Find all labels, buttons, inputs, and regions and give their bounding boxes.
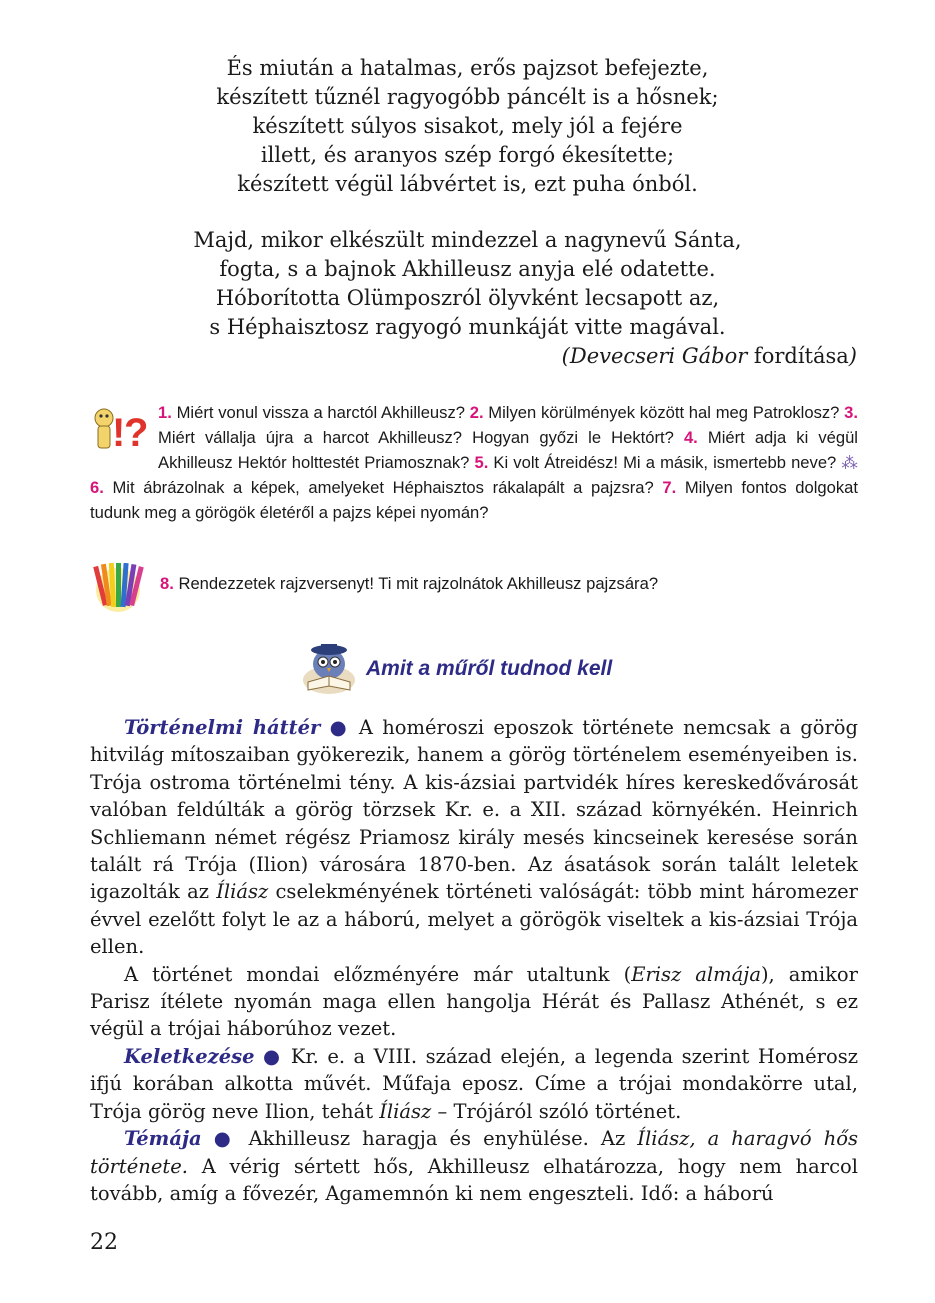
body-text bbox=[90, 714, 858, 1207]
bullet: ● bbox=[213, 1127, 237, 1151]
paragraph-origin bbox=[90, 1043, 858, 1125]
question-text: Miért vállalja újra a harcot Akhilleusz? Hogyan győzi le Hektórt? bbox=[158, 428, 684, 447]
question-text: Mit ábrázolnak a képek, amelyeket Héphaisztos rákalapált a pajzsra? bbox=[103, 478, 663, 497]
question-number: 1. bbox=[158, 403, 172, 422]
question-number: 6. bbox=[90, 478, 104, 497]
italic-title: Íliász bbox=[216, 880, 269, 904]
translator-name: Devecseri Gábor bbox=[569, 344, 748, 368]
question-number: 4. bbox=[683, 428, 698, 447]
paragraph-text: ), amikor Parisz ítélete nyomán maga ellen hangolja Hérát és Pallasz Athénét, s ez végül a trójai háborúhoz vezet. bbox=[90, 962, 858, 1041]
question-number: 2. bbox=[469, 403, 484, 422]
owl-reading-book-icon bbox=[298, 640, 360, 700]
question-text: Miért adja ki végül Akhilleusz Hektór holttestét Priamosznak? bbox=[158, 428, 858, 472]
italic-title: Íliász, a haragvó hős története. bbox=[90, 1127, 859, 1178]
poem-line: Hóborította Olümposzról ölyvként lecsapott az, bbox=[215, 286, 720, 310]
poem-line: És miután a hatalmas, erős pajzsot befejezte, bbox=[226, 56, 709, 80]
question-exclamation-icon bbox=[90, 400, 158, 468]
question-number: 3. bbox=[844, 403, 858, 422]
paragraph-text: A homéroszi eposzok története nemcsak a görög hitvilág mítoszaiban gyökerezik, hanem a görög történelem eseményeiben is. Trója ostroma történelmi tény. A kis-ázsiai partvidék híres kereskedővárosát valóban feldúlták a görög törzsek Kr. e. a XII. század környékén. Heinrich Schliemann német régész Priamosz király mesés kincseinek keresése során talált rá Trója (Ilion) városára 1870-ben. Az ásatások során talált leletek igazolták az bbox=[90, 716, 859, 904]
translation-attribution bbox=[562, 344, 857, 368]
paragraph-historical-background bbox=[90, 714, 858, 961]
paragraph-theme bbox=[90, 1125, 858, 1207]
task-8-text bbox=[160, 574, 658, 594]
poem-stanza-2 bbox=[0, 226, 935, 342]
paragraph-text: Akhilleusz haragja és enyhülése. Az bbox=[236, 1127, 638, 1151]
italic-title: Íliász bbox=[379, 1099, 432, 1123]
attr-suffix: fordítása bbox=[747, 344, 849, 368]
task-8 bbox=[90, 560, 858, 612]
poem-stanza-1 bbox=[0, 54, 935, 199]
paragraph-text: A vérig sértett hős, Akhilleusz elhatározza, hogy nem harcol tovább, amíg a fővezér, Agamemnón ki nem engeszteli. Idő: a háború bbox=[90, 1154, 858, 1205]
term-label: Keletkezése bbox=[124, 1044, 255, 1068]
svg-text:?: ? bbox=[124, 411, 149, 455]
question-number: 5. bbox=[474, 453, 489, 472]
paragraph-text: A történet mondai előzményére már utaltunk ( bbox=[124, 962, 632, 986]
paragraph-text: – Trójáról szóló történet. bbox=[431, 1099, 682, 1123]
question-number: 8. bbox=[160, 574, 174, 593]
question-number: 7. bbox=[662, 478, 677, 497]
question-text: Miért vonul vissza a harctól Akhilleusz? bbox=[171, 403, 470, 422]
poem-line: illett, és aranyos szép forgó ékesítette; bbox=[260, 143, 675, 167]
page-number: 22 bbox=[90, 1230, 118, 1255]
attr-open: ( bbox=[561, 344, 570, 368]
questions-block bbox=[90, 400, 858, 525]
poem-line: fogta, s a bajnok Akhilleusz anyja elé odatette. bbox=[219, 257, 716, 281]
sparkle-star-icon: ⁂ bbox=[841, 453, 858, 472]
question-text: Milyen fontos dolgokat tudunk meg a görögök életéről a pajzs képei nyomán? bbox=[90, 478, 858, 522]
italic-title: Erisz almája bbox=[631, 962, 761, 986]
question-text: Rendezzetek rajzversenyt! Ti mit rajzolnátok Akhilleusz pajzsára? bbox=[173, 574, 659, 593]
bullet: ● bbox=[263, 1044, 283, 1068]
question-text: Milyen körülmények között hal meg Patroklosz? bbox=[483, 403, 845, 422]
poem-line: készített végül lábvértet is, ezt puha ónból. bbox=[237, 172, 698, 196]
term-label: Történelmi háttér bbox=[124, 716, 321, 739]
paragraph-text: cselekményének történeti valóságát: több mint háromezer évvel ezelőtt folyt le az a háború, melyet a görögök viseltek a kis-ázsiai Trója ellen. bbox=[90, 880, 858, 959]
poem-line: készített súlyos sisakot, mely jól a fejére bbox=[252, 114, 683, 138]
term-label: Témája bbox=[124, 1127, 202, 1151]
paragraph-mythical-antecedent bbox=[90, 961, 858, 1043]
attr-close: ) bbox=[848, 344, 857, 368]
bullet: ● bbox=[329, 716, 350, 739]
svg-text:!: ! bbox=[112, 411, 126, 455]
colored-pencils-icon bbox=[90, 560, 150, 612]
poem-line: készített tűznél ragyogóbb páncélt is a hősnek; bbox=[216, 85, 719, 109]
question-text: Ki volt Átreidész! Mi a másik, ismertebb neve? bbox=[488, 453, 842, 472]
section-heading: Amit a műről tudnod kell bbox=[366, 657, 613, 680]
paragraph-text: Kr. e. a VIII. század elején, a legenda szerint Homérosz ifjú korában alkotta művét. Műfaja eposz. Címe a trójai mondakörre utal, Trója görög neve Ilion, tehát bbox=[90, 1044, 859, 1123]
poem-line: Majd, mikor elkészült mindezzel a nagynevű Sánta, bbox=[193, 228, 742, 252]
poem-line: s Héphaisztosz ragyogó munkáját vitte magával. bbox=[209, 315, 726, 339]
